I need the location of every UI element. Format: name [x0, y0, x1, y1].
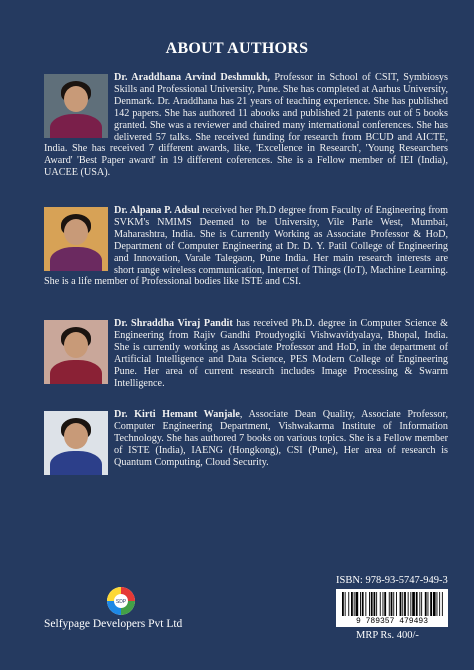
- author-bio-3: has received Ph.D. degree in Computer Science & Engineering from Rajiv Gandhi Proudyogiki Vishwavidyalaya, Bhopal, India. She is currently working as Associate Professor and HoD, in the department of Artificial Intelligence and Data Science, PES Modern College of Engineering Pune. Her area of current research includes Image Processing & Swarm Intelligence.: [114, 318, 448, 389]
- author-name-2: Dr. Alpana P. Adsul: [114, 205, 200, 216]
- author-photo-2: [44, 207, 108, 271]
- author-entry-3: [44, 318, 448, 389]
- author-photo-3: [44, 320, 108, 384]
- barcode-bars: [336, 589, 448, 619]
- price-label: MRP Rs. 400/-: [356, 630, 419, 641]
- author-photo-1: [44, 74, 108, 138]
- author-entry-4: [44, 409, 448, 477]
- logo-text: SDP: [115, 599, 127, 605]
- page-title: ABOUT AUTHORS: [165, 40, 309, 57]
- barcode-number: 9 789357 479493: [355, 617, 428, 626]
- isbn-label: ISBN: 978-93-5747-949-3: [336, 575, 448, 586]
- author-name-1: Dr. Araddhana Arvind Deshmukh,: [114, 72, 270, 83]
- author-bio-1: Professor in School of CSIT, Symbiosys Skills and Professional University, Pune. She has completed at Aarhus University, Denmark. Dr. Araddhana has 21 years of teaching experience. She has published 142 papers. She has authored 11 abooks and published 21 patents out of 5 books granted. She was a reviewer and chaired many international conferences. She has delivered 57 talks. She received funding for research from BCUD and AICTE, India. She has received 7 different awards, like, 'Excellence in Research', 'Young Researchers Award' 'Best Paper award' in 19 different coferences. She is a Fellow member of IEI (India), UACEE (USA).: [44, 72, 448, 179]
- author-name-4: Dr. Kirti Hemant Wanjale: [114, 409, 240, 420]
- author-photo-4: [44, 411, 108, 475]
- publisher-name: Selfypage Developers Pvt Ltd: [44, 618, 183, 630]
- barcode: [336, 589, 448, 627]
- author-bio-4: , Associate Dean Quality, Associate Professor, Computer Engineering Department, Vishwakarma Institute of Information Technology. She has authored 7 books on various topics. She is a Fellow member of ISTE (India), IAENG (Hongkong), CSI (Pune), Her area of research is Quantum Computing, Cloud Security.: [114, 409, 448, 468]
- author-entry-1: [44, 72, 448, 179]
- author-entry-2: [44, 205, 448, 288]
- author-name-3: Dr. Shraddha Viraj Pandit: [114, 318, 233, 329]
- publisher-logo-icon: [106, 586, 136, 616]
- author-bio-2: received her Ph.D degree from Faculty of Engineering from SVKM's NMIMS Deemed to be University, Vile Parle West, Mumbai, Maharashtra, India. She is Currently Working as Associate Professor & HoD, Department of Computer Engineering at Dr. D. Y. Patil College of Engineering and Innovation, Varale Talegaon, Pune India. Her main research interests are short range wireless communication, Internet of Things (IoT), Machine Learning. She is a life member of Professional bodies like ISTE and CSI.: [44, 205, 448, 288]
